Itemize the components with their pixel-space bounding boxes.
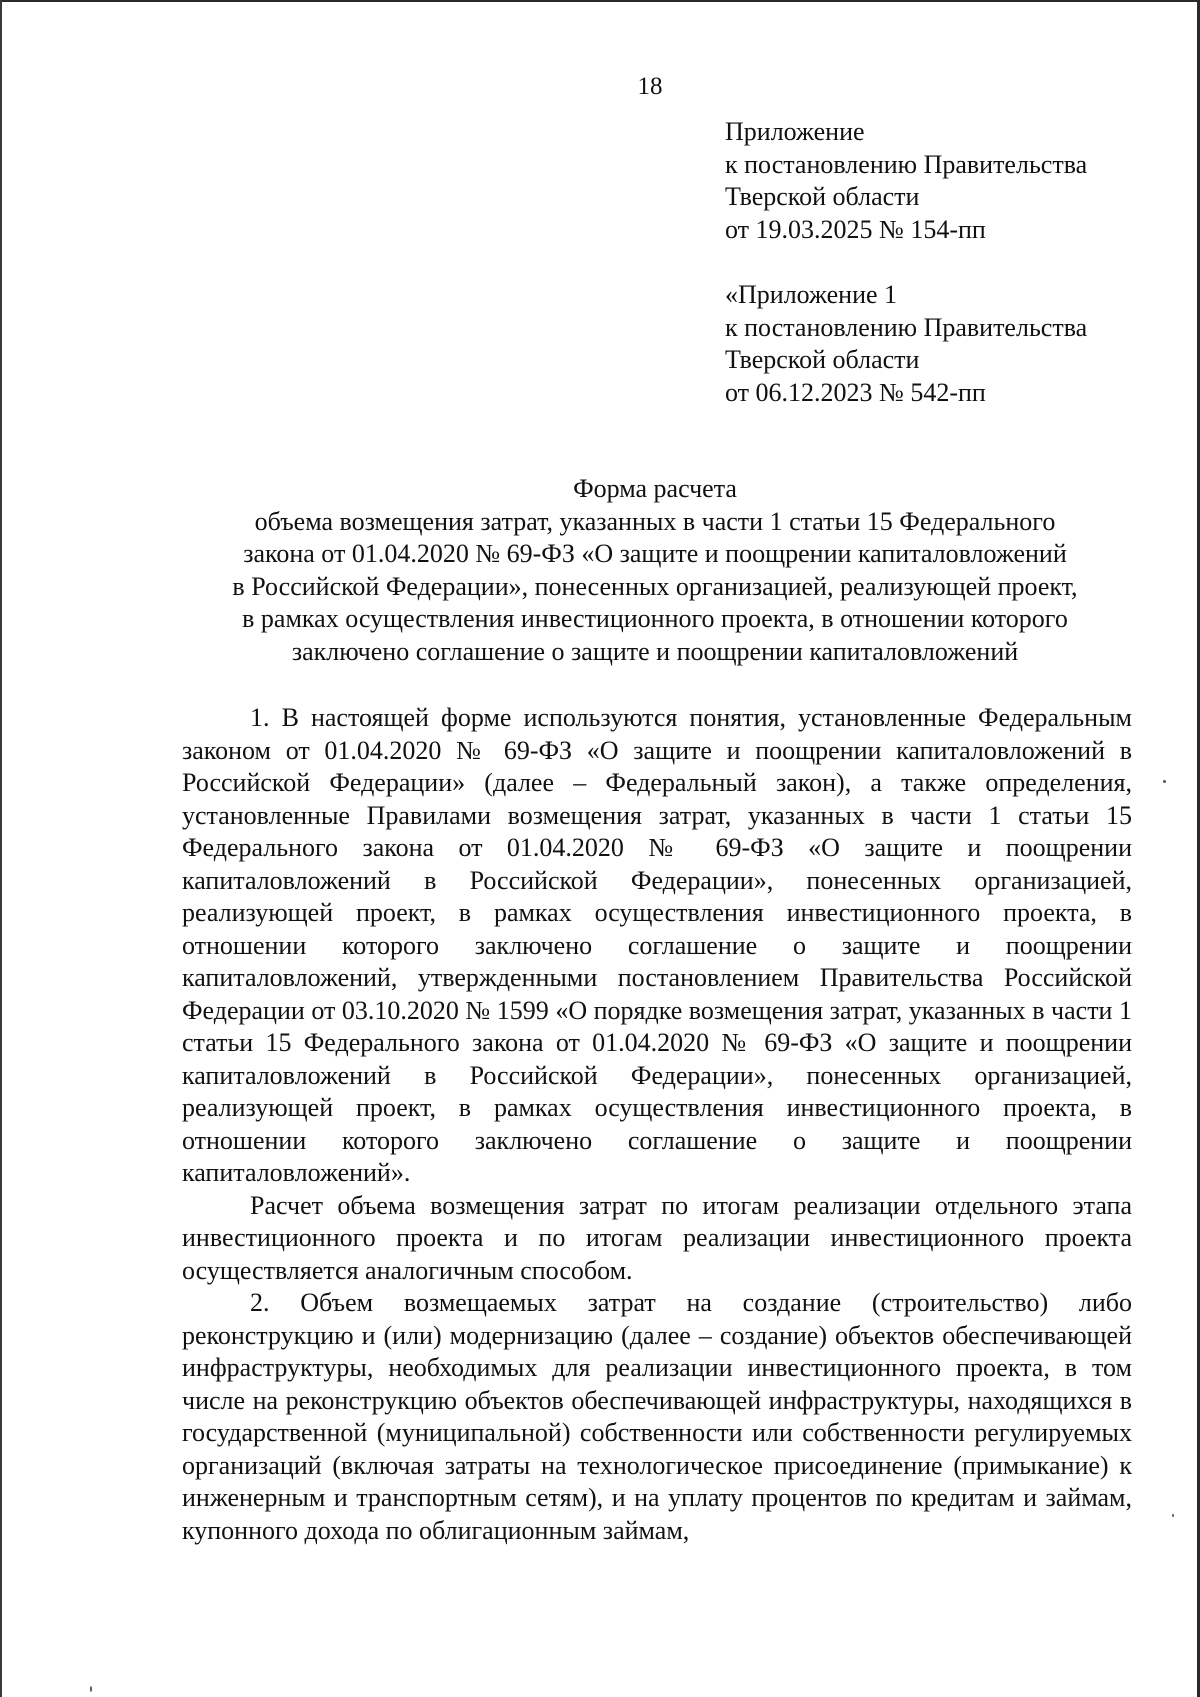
appendix-line: Тверской области (725, 345, 920, 374)
paragraph-2: Расчет объема возмещения затрат по итогам реализации отдельного этапа инвестиционного проекта и по итогам реализации инвестиционного проекта осуществляется аналогичным способом. (182, 1190, 1132, 1285)
appendix-previous-header (725, 279, 1165, 409)
form-title-line: заключено соглашение о защите и поощрении капиталовложений (291, 636, 1019, 666)
form-title-line: в рамках осуществления инвестиционного проекта, в отношении которого (242, 604, 1068, 633)
scan-speck (1172, 1514, 1174, 1517)
scan-border-left (0, 0, 2, 1697)
paragraph-1: 1. В настоящей форме используются понятия, установленные Федеральным законом от 01.04.2020 № 69-ФЗ «О защите и поощрении капиталовложений в Российской Федерации» (далее – Федеральный закон), а также определения, установленные Правилами возмещения затрат, указанных в части 1 статьи 15 Федерального закона от 01.04.2020 № 69-ФЗ «О защите и поощрении капиталовложений в Российской Федерации», понесенных организацией, реализующей проект, в рамках осуществления инвестиционного проекта, в отношении которого заключено соглашение о защите и поощрении капиталовложений, утвержденными постановлением Правительства Российской Федерации от 03.10.2020 № 1599 «О порядке возмещения затрат, указанных в части 1 статьи 15 Федерального закона от 01.04.2020 № 69-ФЗ «О защите и поощрении капиталовложений в Российской Федерации», понесенных организацией, реализующей проект, в рамках осуществления инвестиционного проекта, в отношении которого заключено соглашение о защите и поощрении капиталовложений». (182, 703, 1132, 1187)
appendix-line: Тверской области (725, 182, 920, 211)
scan-speck (1163, 780, 1166, 783)
appendix-line: к постановлению Правительства (725, 312, 1088, 342)
form-title-line: объема возмещения затрат, указанных в части 1 статьи 15 Федерального (254, 506, 1056, 536)
form-title (180, 473, 1130, 668)
appendix-line: от 19.03.2025 № 154-пп (725, 214, 986, 244)
form-title-line: в Российской Федерации», понесенных организацией, реализующей проект, (232, 571, 1078, 601)
document-body (182, 702, 1132, 1547)
scan-speck (90, 1686, 92, 1692)
appendix-line: к постановлению Правительства (725, 149, 1088, 179)
form-title-line: Форма расчета (573, 474, 737, 503)
page-number: 18 (637, 73, 663, 100)
form-title-line: закона от 01.04.2020 № 69-ФЗ «О защите и поощрении капиталовложений (243, 539, 1067, 568)
scan-border-top (0, 0, 1200, 2)
appendix-line: Приложение (725, 117, 865, 146)
appendix-line: от 06.12.2023 № 542-пп (725, 377, 986, 407)
appendix-line: «Приложение 1 (725, 280, 898, 309)
appendix-current-header (725, 116, 1165, 246)
paragraph-3: 2. Объем возмещаемых затрат на создание (строительство) либо реконструкцию и (или) модернизацию (далее – создание) объектов обеспечивающей инфраструктуры, необходимых для реализации инвестиционного проекта, в том числе на реконструкцию объектов обеспечивающей инфраструктуры, находящихся в государственной (муниципальной) собственности или собственности регулируемых организаций (включая затраты на технологическое присоединение (примыкание) к инженерным и транспортным сетям), и на уплату процентов по кредитам и займам, купонного дохода по облигационным займам, (182, 1288, 1132, 1545)
